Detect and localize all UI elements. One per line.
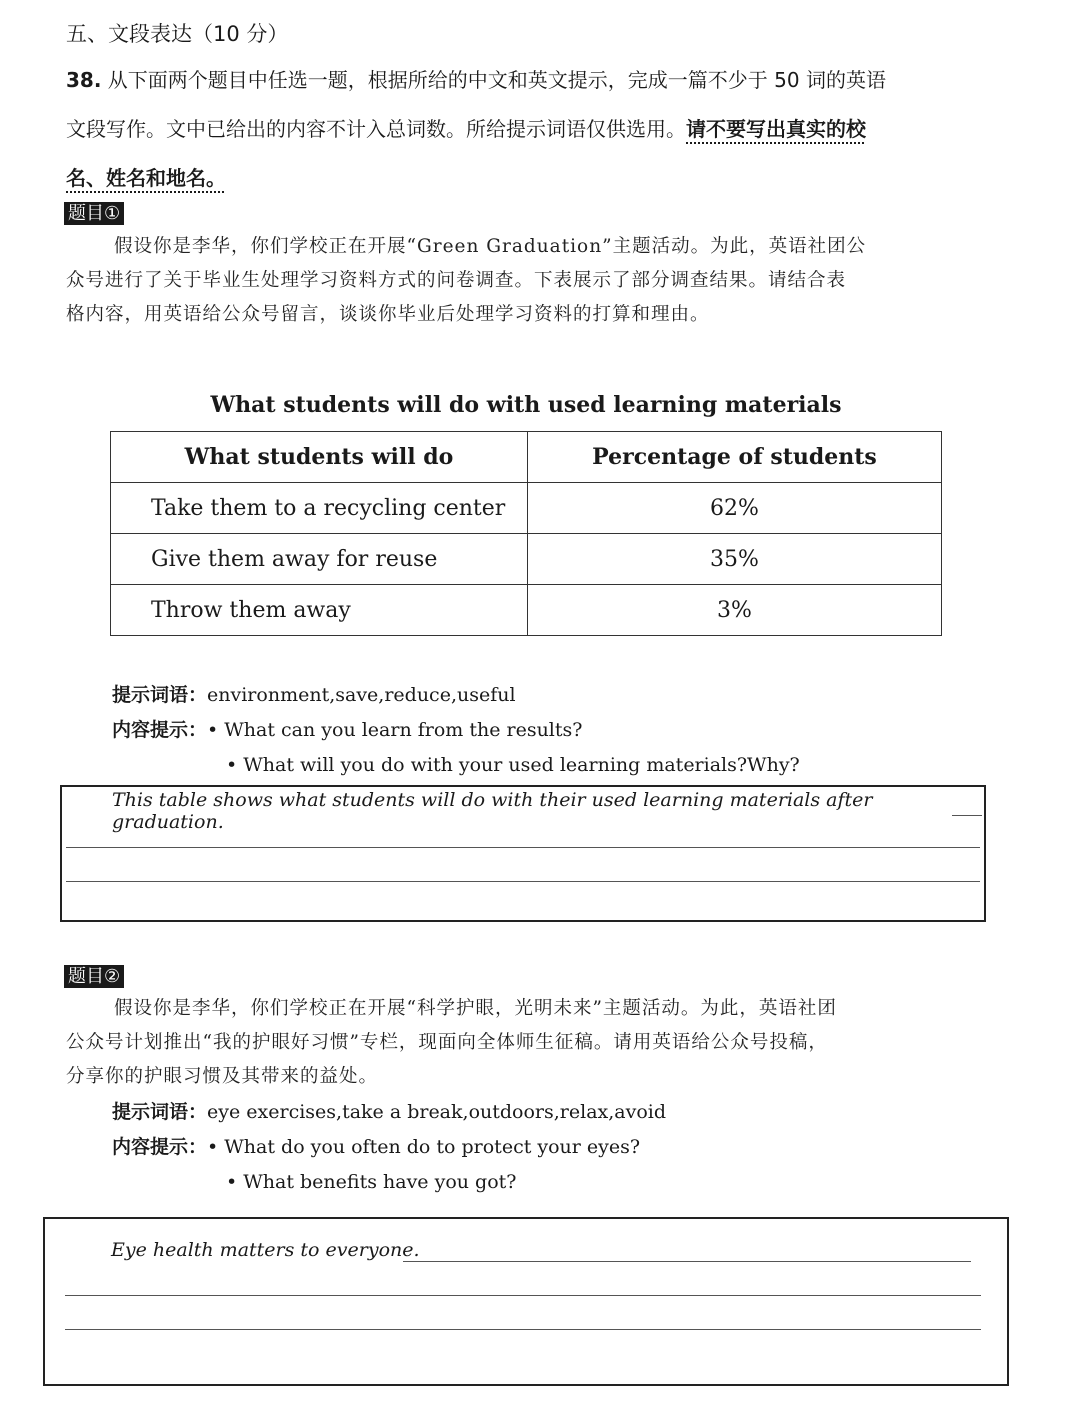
topic-1-hints (112, 678, 992, 783)
table-cell-activity: Throw them away (111, 585, 528, 636)
topic-1-prompt-line-1: 假设你是李华，你们学校正在开展“Green Graduation”主题活动。为此，英语社团公 (114, 236, 867, 257)
table-row (111, 483, 942, 534)
topic-2-tag: 题目② (64, 965, 124, 988)
topic-1-keywords: environment,save,reduce,useful (207, 684, 516, 706)
topic-2-bullet-2: • What benefits have you got? (226, 1171, 517, 1193)
topic-1-keywords-label: 提示词语： (112, 684, 208, 706)
topic-1-writing-line (66, 881, 980, 882)
topic-2-writing-line (65, 1295, 981, 1296)
table-cell-activity: Give them away for reuse (111, 534, 528, 585)
section-heading: 五、文段表达（10 分） (66, 22, 289, 46)
table-header-row (111, 432, 942, 483)
table-cell-percentage: 3% (528, 585, 942, 636)
topic-2-hints (112, 1095, 992, 1200)
table-header-activity: What students will do (111, 432, 528, 483)
table-cell-percentage: 62% (528, 483, 942, 534)
topic-1-answer-box[interactable] (60, 785, 986, 922)
topic-1-tag: 题目① (64, 202, 124, 225)
table-cell-percentage: 35% (528, 534, 942, 585)
topic-2-starter: Eye health matters to everyone. (111, 1239, 420, 1261)
topic-1-bullet-2: • What will you do with your used learning materials?Why? (226, 754, 800, 776)
topic-2-prompt (66, 992, 996, 1094)
topic-1-writing-line (66, 847, 980, 848)
topic-2-prompt-line-1: 假设你是李华，你们学校正在开展“科学护眼，光明未来”主题活动。为此，英语社团 (114, 998, 837, 1019)
topic-2-writing-line (403, 1261, 971, 1262)
table-row (111, 534, 942, 585)
topic-1-prompt (66, 230, 996, 332)
table-cell-activity: Take them to a recycling center (111, 483, 528, 534)
topic-2-keywords: eye exercises,take a break,outdoors,relax,avoid (207, 1101, 667, 1123)
topic-1-writing-line (952, 815, 982, 816)
table-title: What students will do with used learning materials (210, 392, 842, 418)
topic-2-tag-wrap (64, 962, 124, 988)
topic-2-keywords-label: 提示词语： (112, 1101, 208, 1123)
topic-1-content-label: 内容提示： (112, 719, 208, 741)
instruction-line-2: 文段写作。文中已给出的内容不计入总词数。所给提示词语仅供选用。 (66, 117, 686, 141)
table-row (111, 585, 942, 636)
topic-1-prompt-line-3: 格内容，用英语给公众号留言，谈谈你毕业后处理学习资料的打算和理由。 (66, 304, 710, 325)
survey-table (110, 431, 942, 636)
topic-2-prompt-line-3: 分享你的护眼习惯及其带来的益处。 (66, 1066, 379, 1087)
topic-1-tag-wrap (64, 199, 124, 225)
topic-1-prompt-line-2: 众号进行了关于毕业生处理学习资料方式的问卷调查。下表展示了部分调查结果。请结合表 (66, 270, 847, 291)
question-number: 38. (66, 68, 102, 92)
instruction-line-1: 从下面两个题目中任选一题，根据所给的中文和英文提示，完成一篇不少于 50 词的英语 (107, 68, 886, 92)
topic-2-answer-box[interactable] (43, 1217, 1009, 1386)
instruction-emphasis-b: 名、姓名和地名。 (66, 166, 226, 190)
topic-2-bullet-1: • What do you often do to protect your eyes? (207, 1136, 641, 1158)
topic-2-writing-line (65, 1329, 981, 1330)
instruction-emphasis-a: 请不要写出真实的校 (686, 117, 866, 141)
topic-2-prompt-line-2: 公众号计划推出“我的护眼好习惯”专栏，现面向全体师生征稿。请用英语给公众号投稿， (66, 1032, 828, 1053)
topic-2-content-label: 内容提示： (112, 1136, 208, 1158)
question-38-instructions (66, 56, 986, 203)
topic-1-bullet-1: • What can you learn from the results? (207, 719, 583, 741)
table-header-percentage: Percentage of students (528, 432, 942, 483)
topic-1-starter: This table shows what students will do with their used learning materials after graduation. (112, 789, 873, 833)
